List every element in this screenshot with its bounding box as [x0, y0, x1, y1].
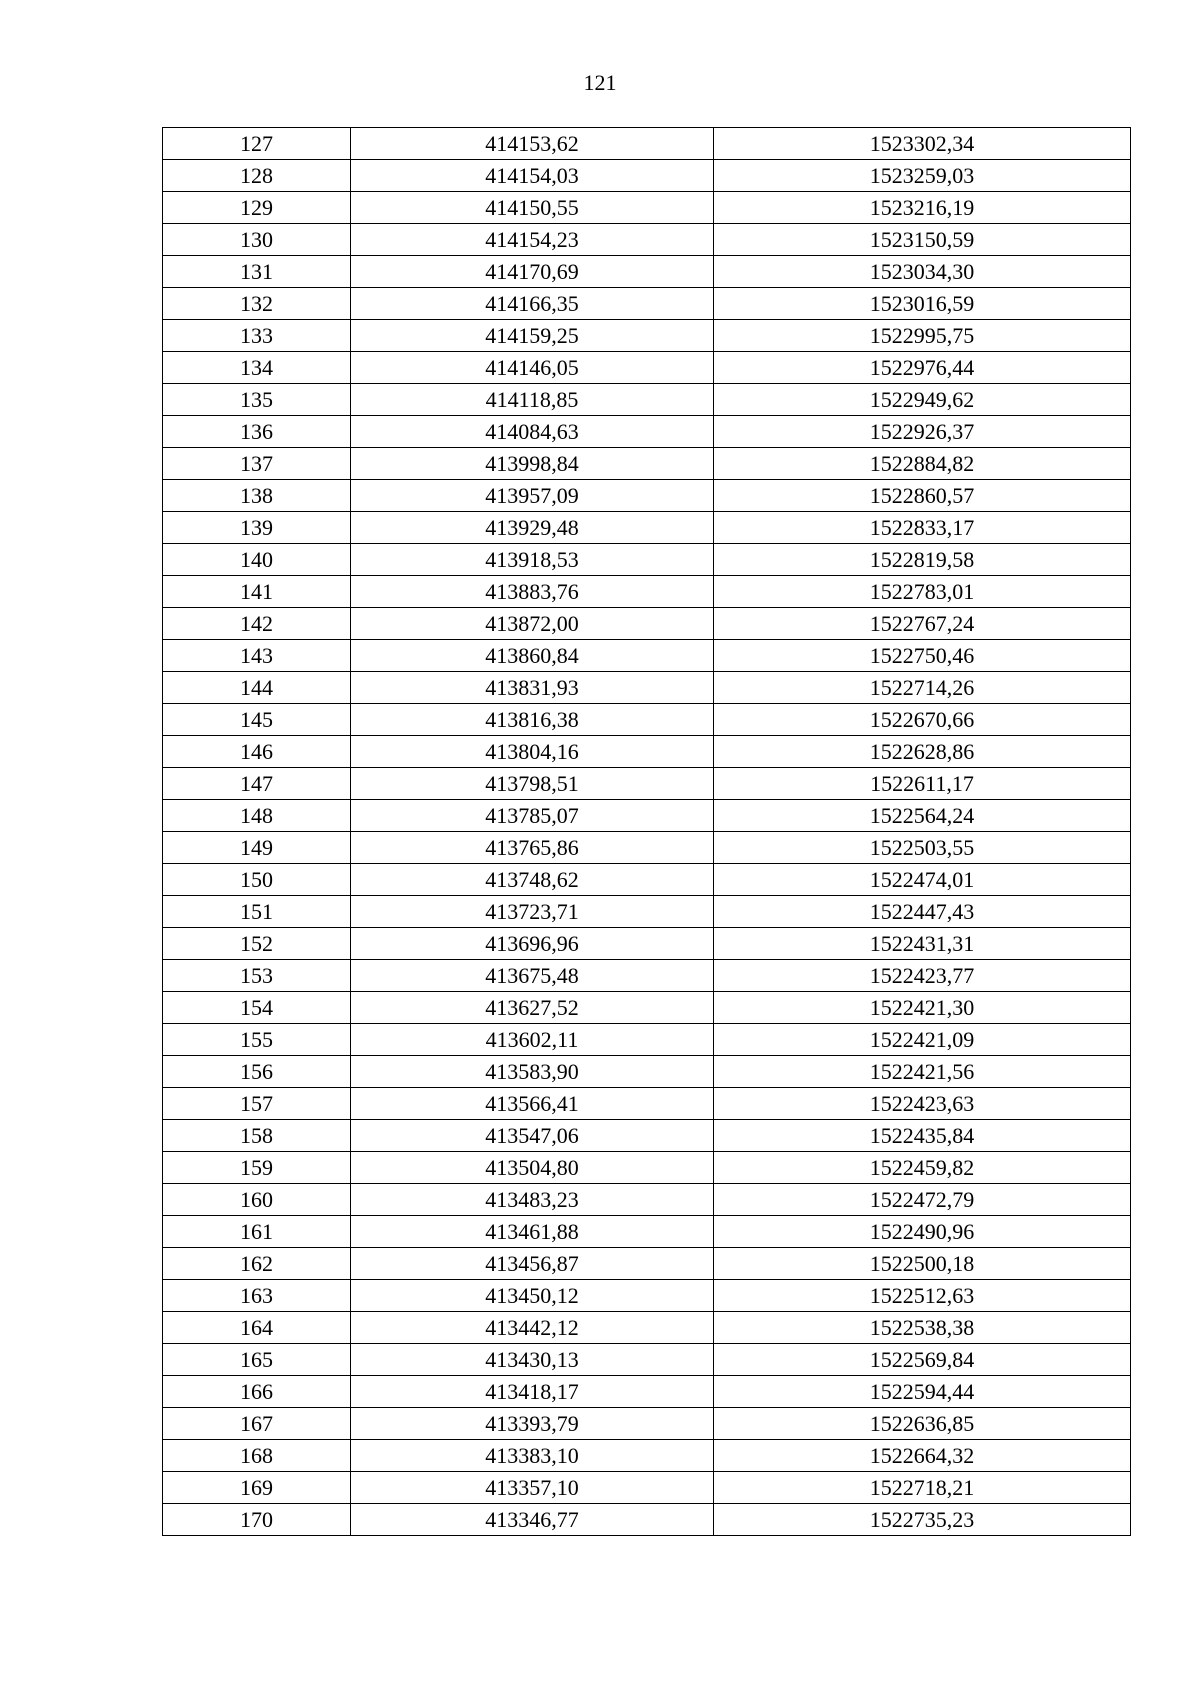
point-number-cell: 161	[163, 1216, 351, 1248]
table-row	[163, 1248, 1131, 1280]
x-coordinate-cell: 413860,84	[351, 640, 714, 672]
x-coordinate-cell: 413450,12	[351, 1280, 714, 1312]
x-coordinate-cell: 413918,53	[351, 544, 714, 576]
y-coordinate-cell: 1522926,37	[714, 416, 1131, 448]
y-coordinate-cell: 1523302,34	[714, 128, 1131, 160]
table-row	[163, 800, 1131, 832]
y-coordinate-cell: 1522538,38	[714, 1312, 1131, 1344]
table-row	[163, 1280, 1131, 1312]
point-number-cell: 149	[163, 832, 351, 864]
x-coordinate-cell: 413456,87	[351, 1248, 714, 1280]
x-coordinate-cell: 413804,16	[351, 736, 714, 768]
table-row	[163, 1152, 1131, 1184]
point-number-cell: 152	[163, 928, 351, 960]
point-number-cell: 133	[163, 320, 351, 352]
point-number-cell: 160	[163, 1184, 351, 1216]
point-number-cell: 155	[163, 1024, 351, 1056]
table-row	[163, 992, 1131, 1024]
point-number-cell: 127	[163, 128, 351, 160]
x-coordinate-cell: 413957,09	[351, 480, 714, 512]
table-row	[163, 1408, 1131, 1440]
table-row	[163, 768, 1131, 800]
y-coordinate-cell: 1522949,62	[714, 384, 1131, 416]
table-row	[163, 704, 1131, 736]
table-row	[163, 1088, 1131, 1120]
x-coordinate-cell: 413383,10	[351, 1440, 714, 1472]
x-coordinate-cell: 413566,41	[351, 1088, 714, 1120]
x-coordinate-cell: 413785,07	[351, 800, 714, 832]
y-coordinate-cell: 1522718,21	[714, 1472, 1131, 1504]
y-coordinate-cell: 1522472,79	[714, 1184, 1131, 1216]
y-coordinate-cell: 1522833,17	[714, 512, 1131, 544]
y-coordinate-cell: 1522670,66	[714, 704, 1131, 736]
x-coordinate-cell: 414154,03	[351, 160, 714, 192]
x-coordinate-cell: 413816,38	[351, 704, 714, 736]
x-coordinate-cell: 414150,55	[351, 192, 714, 224]
x-coordinate-cell: 413748,62	[351, 864, 714, 896]
point-number-cell: 137	[163, 448, 351, 480]
y-coordinate-cell: 1522636,85	[714, 1408, 1131, 1440]
x-coordinate-cell: 413627,52	[351, 992, 714, 1024]
x-coordinate-cell: 414118,85	[351, 384, 714, 416]
x-coordinate-cell: 414146,05	[351, 352, 714, 384]
point-number-cell: 139	[163, 512, 351, 544]
table-row	[163, 576, 1131, 608]
y-coordinate-cell: 1522750,46	[714, 640, 1131, 672]
y-coordinate-cell: 1522435,84	[714, 1120, 1131, 1152]
point-number-cell: 158	[163, 1120, 351, 1152]
table-row	[163, 1312, 1131, 1344]
y-coordinate-cell: 1522860,57	[714, 480, 1131, 512]
point-number-cell: 156	[163, 1056, 351, 1088]
point-number-cell: 145	[163, 704, 351, 736]
y-coordinate-cell: 1522447,43	[714, 896, 1131, 928]
x-coordinate-cell: 413357,10	[351, 1472, 714, 1504]
point-number-cell: 163	[163, 1280, 351, 1312]
table-row	[163, 160, 1131, 192]
y-coordinate-cell: 1522490,96	[714, 1216, 1131, 1248]
y-coordinate-cell: 1522819,58	[714, 544, 1131, 576]
point-number-cell: 169	[163, 1472, 351, 1504]
y-coordinate-cell: 1522431,31	[714, 928, 1131, 960]
point-number-cell: 134	[163, 352, 351, 384]
table-row	[163, 288, 1131, 320]
y-coordinate-cell: 1522503,55	[714, 832, 1131, 864]
table-row	[163, 256, 1131, 288]
point-number-cell: 143	[163, 640, 351, 672]
coordinates-table-body	[163, 128, 1131, 1536]
table-row	[163, 1024, 1131, 1056]
point-number-cell: 168	[163, 1440, 351, 1472]
table-row	[163, 960, 1131, 992]
y-coordinate-cell: 1522474,01	[714, 864, 1131, 896]
point-number-cell: 150	[163, 864, 351, 896]
point-number-cell: 154	[163, 992, 351, 1024]
x-coordinate-cell: 413723,71	[351, 896, 714, 928]
table-row	[163, 1120, 1131, 1152]
x-coordinate-cell: 414154,23	[351, 224, 714, 256]
y-coordinate-cell: 1523150,59	[714, 224, 1131, 256]
point-number-cell: 128	[163, 160, 351, 192]
table-row	[163, 1056, 1131, 1088]
point-number-cell: 146	[163, 736, 351, 768]
table-row	[163, 640, 1131, 672]
table-row	[163, 1472, 1131, 1504]
x-coordinate-cell: 413765,86	[351, 832, 714, 864]
y-coordinate-cell: 1522714,26	[714, 672, 1131, 704]
x-coordinate-cell: 413602,11	[351, 1024, 714, 1056]
y-coordinate-cell: 1522976,44	[714, 352, 1131, 384]
y-coordinate-cell: 1522735,23	[714, 1504, 1131, 1536]
table-row	[163, 1344, 1131, 1376]
y-coordinate-cell: 1523016,59	[714, 288, 1131, 320]
x-coordinate-cell: 413418,17	[351, 1376, 714, 1408]
y-coordinate-cell: 1522421,30	[714, 992, 1131, 1024]
point-number-cell: 140	[163, 544, 351, 576]
table-row	[163, 192, 1131, 224]
point-number-cell: 170	[163, 1504, 351, 1536]
y-coordinate-cell: 1523034,30	[714, 256, 1131, 288]
point-number-cell: 132	[163, 288, 351, 320]
point-number-cell: 141	[163, 576, 351, 608]
point-number-cell: 138	[163, 480, 351, 512]
x-coordinate-cell: 413583,90	[351, 1056, 714, 1088]
table-row	[163, 352, 1131, 384]
y-coordinate-cell: 1522995,75	[714, 320, 1131, 352]
table-row	[163, 480, 1131, 512]
x-coordinate-cell: 413442,12	[351, 1312, 714, 1344]
x-coordinate-cell: 413798,51	[351, 768, 714, 800]
table-row	[163, 736, 1131, 768]
x-coordinate-cell: 413872,00	[351, 608, 714, 640]
table-row	[163, 416, 1131, 448]
table-row	[163, 384, 1131, 416]
table-row	[163, 224, 1131, 256]
x-coordinate-cell: 413998,84	[351, 448, 714, 480]
point-number-cell: 142	[163, 608, 351, 640]
x-coordinate-cell: 413883,76	[351, 576, 714, 608]
x-coordinate-cell: 413547,06	[351, 1120, 714, 1152]
x-coordinate-cell: 414170,69	[351, 256, 714, 288]
x-coordinate-cell: 413504,80	[351, 1152, 714, 1184]
point-number-cell: 157	[163, 1088, 351, 1120]
table-row	[163, 1376, 1131, 1408]
y-coordinate-cell: 1522569,84	[714, 1344, 1131, 1376]
x-coordinate-cell: 414084,63	[351, 416, 714, 448]
point-number-cell: 131	[163, 256, 351, 288]
table-row	[163, 832, 1131, 864]
table-row	[163, 1504, 1131, 1536]
table-row	[163, 1184, 1131, 1216]
y-coordinate-cell: 1522423,63	[714, 1088, 1131, 1120]
y-coordinate-cell: 1523216,19	[714, 192, 1131, 224]
y-coordinate-cell: 1522594,44	[714, 1376, 1131, 1408]
point-number-cell: 136	[163, 416, 351, 448]
table-row	[163, 512, 1131, 544]
table-row	[163, 320, 1131, 352]
point-number-cell: 135	[163, 384, 351, 416]
point-number-cell: 130	[163, 224, 351, 256]
point-number-cell: 129	[163, 192, 351, 224]
x-coordinate-cell: 414166,35	[351, 288, 714, 320]
y-coordinate-cell: 1522423,77	[714, 960, 1131, 992]
table-row	[163, 1216, 1131, 1248]
x-coordinate-cell: 413483,23	[351, 1184, 714, 1216]
point-number-cell: 153	[163, 960, 351, 992]
x-coordinate-cell: 413393,79	[351, 1408, 714, 1440]
page-number: 121	[583, 70, 617, 95]
y-coordinate-cell: 1522421,09	[714, 1024, 1131, 1056]
x-coordinate-cell: 414159,25	[351, 320, 714, 352]
x-coordinate-cell: 413346,77	[351, 1504, 714, 1536]
point-number-cell: 144	[163, 672, 351, 704]
x-coordinate-cell: 413696,96	[351, 928, 714, 960]
table-row	[163, 544, 1131, 576]
y-coordinate-cell: 1522783,01	[714, 576, 1131, 608]
x-coordinate-cell: 413461,88	[351, 1216, 714, 1248]
y-coordinate-cell: 1522611,17	[714, 768, 1131, 800]
table-row	[163, 128, 1131, 160]
y-coordinate-cell: 1522664,32	[714, 1440, 1131, 1472]
point-number-cell: 162	[163, 1248, 351, 1280]
point-number-cell: 159	[163, 1152, 351, 1184]
y-coordinate-cell: 1522884,82	[714, 448, 1131, 480]
y-coordinate-cell: 1522564,24	[714, 800, 1131, 832]
point-number-cell: 148	[163, 800, 351, 832]
table-row	[163, 928, 1131, 960]
y-coordinate-cell: 1522500,18	[714, 1248, 1131, 1280]
point-number-cell: 164	[163, 1312, 351, 1344]
y-coordinate-cell: 1523259,03	[714, 160, 1131, 192]
point-number-cell: 167	[163, 1408, 351, 1440]
y-coordinate-cell: 1522421,56	[714, 1056, 1131, 1088]
coordinates-table	[162, 127, 1131, 1536]
point-number-cell: 166	[163, 1376, 351, 1408]
point-number-cell: 147	[163, 768, 351, 800]
x-coordinate-cell: 413929,48	[351, 512, 714, 544]
y-coordinate-cell: 1522767,24	[714, 608, 1131, 640]
x-coordinate-cell: 413675,48	[351, 960, 714, 992]
y-coordinate-cell: 1522459,82	[714, 1152, 1131, 1184]
table-row	[163, 896, 1131, 928]
x-coordinate-cell: 413831,93	[351, 672, 714, 704]
table-row	[163, 1440, 1131, 1472]
table-row	[163, 608, 1131, 640]
table-row	[163, 672, 1131, 704]
y-coordinate-cell: 1522512,63	[714, 1280, 1131, 1312]
x-coordinate-cell: 413430,13	[351, 1344, 714, 1376]
table-row	[163, 448, 1131, 480]
x-coordinate-cell: 414153,62	[351, 128, 714, 160]
point-number-cell: 165	[163, 1344, 351, 1376]
table-row	[163, 864, 1131, 896]
point-number-cell: 151	[163, 896, 351, 928]
y-coordinate-cell: 1522628,86	[714, 736, 1131, 768]
